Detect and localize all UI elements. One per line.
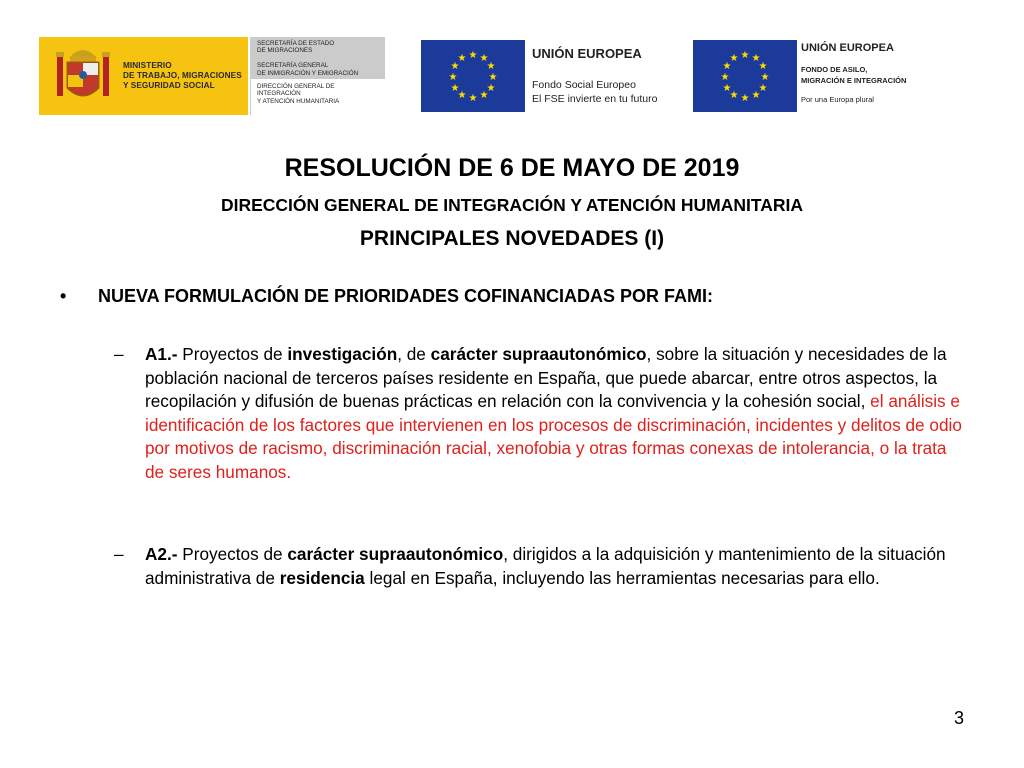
secretaria-logo: [250, 37, 385, 115]
svg-text:★: ★: [479, 53, 489, 64]
svg-text:★: ★: [729, 53, 739, 64]
svg-text:★: ★: [468, 50, 478, 61]
svg-text:★: ★: [740, 50, 750, 61]
text-segment: legal en España, incluyendo las herramientas necesarias para ello.: [364, 567, 880, 588]
list-item-text: [145, 543, 965, 590]
svg-text:★: ★: [760, 72, 770, 83]
coat-of-arms-icon: [53, 42, 113, 110]
highlighted-text: el análisis e identificación de los factores que intervienen en los procesos de discriminación, incidentes y delitos de odio por motivos de racismo, discriminación racial, xenofobia y otras formas conexas de intolerancia, o la trata de seres humanos.: [145, 391, 962, 482]
text-segment: , sobre la situación y necesidades de la población nacional de terceros países residente en España, que puede abarcar, entre otros aspectos, la recopilación y difusión de buenas prácticas en relación con la convivencia y la cohesión social,: [145, 344, 947, 411]
text-segment: , dirigidos a la adquisición y mantenimiento de la situación administrativa de: [145, 544, 946, 588]
svg-text:★: ★: [751, 90, 761, 101]
dash-icon: –: [114, 344, 124, 364]
bold-text: residencia: [279, 567, 365, 588]
bold-text: A2.-: [145, 544, 178, 564]
eu-motto-2: Por una Europa plural: [801, 95, 874, 104]
svg-text:★: ★: [457, 53, 467, 64]
svg-text:★: ★: [740, 93, 750, 104]
svg-text:★: ★: [450, 83, 460, 94]
svg-text:★: ★: [479, 90, 489, 101]
svg-text:★: ★: [720, 72, 730, 83]
page-title: RESOLUCIÓN DE 6 DE MAYO DE 2019: [284, 154, 740, 182]
dash-icon: –: [114, 544, 124, 564]
eu-flag-icon: [421, 40, 525, 112]
eu-title-1: UNIÓN EUROPEA: [532, 46, 642, 61]
section-heading: PRINCIPALES NOVEDADES (I): [359, 227, 665, 250]
bold-text: investigación: [287, 344, 398, 364]
bullet-text: NUEVA FORMULACIÓN DE PRIORIDADES COFINANCIADAS POR FAMI:: [98, 286, 714, 306]
eu-title-2: UNIÓN EUROPEA: [801, 42, 894, 54]
ministerio-name: MINISTERIO DE TRABAJO, MIGRACIONES Y SEGURIDAD SOCIAL: [123, 61, 242, 90]
eu-flag-icon: [693, 40, 797, 112]
ministerio-logo: [39, 37, 248, 115]
svg-text:★: ★: [758, 61, 768, 72]
svg-text:★: ★: [448, 72, 458, 83]
svg-text:★: ★: [457, 90, 467, 101]
logo-header: [0, 0, 1024, 130]
svg-text:★: ★: [722, 83, 732, 94]
svg-text:★: ★: [450, 61, 460, 72]
svg-text:★: ★: [488, 72, 498, 83]
eu-subtitle-2: FONDO DE ASILO, MIGRACIÓN E INTEGRACIÓN: [801, 65, 907, 85]
svg-text:★: ★: [751, 53, 761, 64]
bullet-icon: •: [60, 286, 67, 306]
text-segment: , de: [397, 344, 431, 364]
direccion-general-text: DIRECCIÓN GENERAL DE INTEGRACIÓN Y ATENCIÓN HUMANITARIA: [257, 83, 340, 105]
svg-text:★: ★: [758, 83, 768, 94]
svg-text:★: ★: [486, 83, 496, 94]
text-segment: Proyectos de: [177, 544, 288, 564]
svg-text:★: ★: [468, 93, 478, 104]
svg-text:★: ★: [722, 61, 732, 72]
bold-text: carácter supraautonómico: [287, 544, 504, 564]
svg-text:★: ★: [729, 90, 739, 101]
page-number: 3: [953, 708, 964, 728]
bold-text: carácter supraautonómico: [430, 344, 647, 364]
secretaria-text: SECRETARÍA DE ESTADO DE MIGRACIONES SECRETARÍA GENERAL DE INMIGRACIÓN Y EMIGRACIÓN: [251, 37, 385, 79]
list-item-text: [145, 343, 965, 484]
bold-text: A1.-: [145, 344, 178, 364]
text-segment: Proyectos de: [177, 344, 288, 364]
svg-text:★: ★: [486, 61, 496, 72]
eu-subtitle-1: Fondo Social Europeo El FSE invierte en tu futuro: [532, 79, 658, 105]
direccion-heading: DIRECCIÓN GENERAL DE INTEGRACIÓN Y ATENCIÓN HUMANITARIA: [220, 195, 804, 215]
